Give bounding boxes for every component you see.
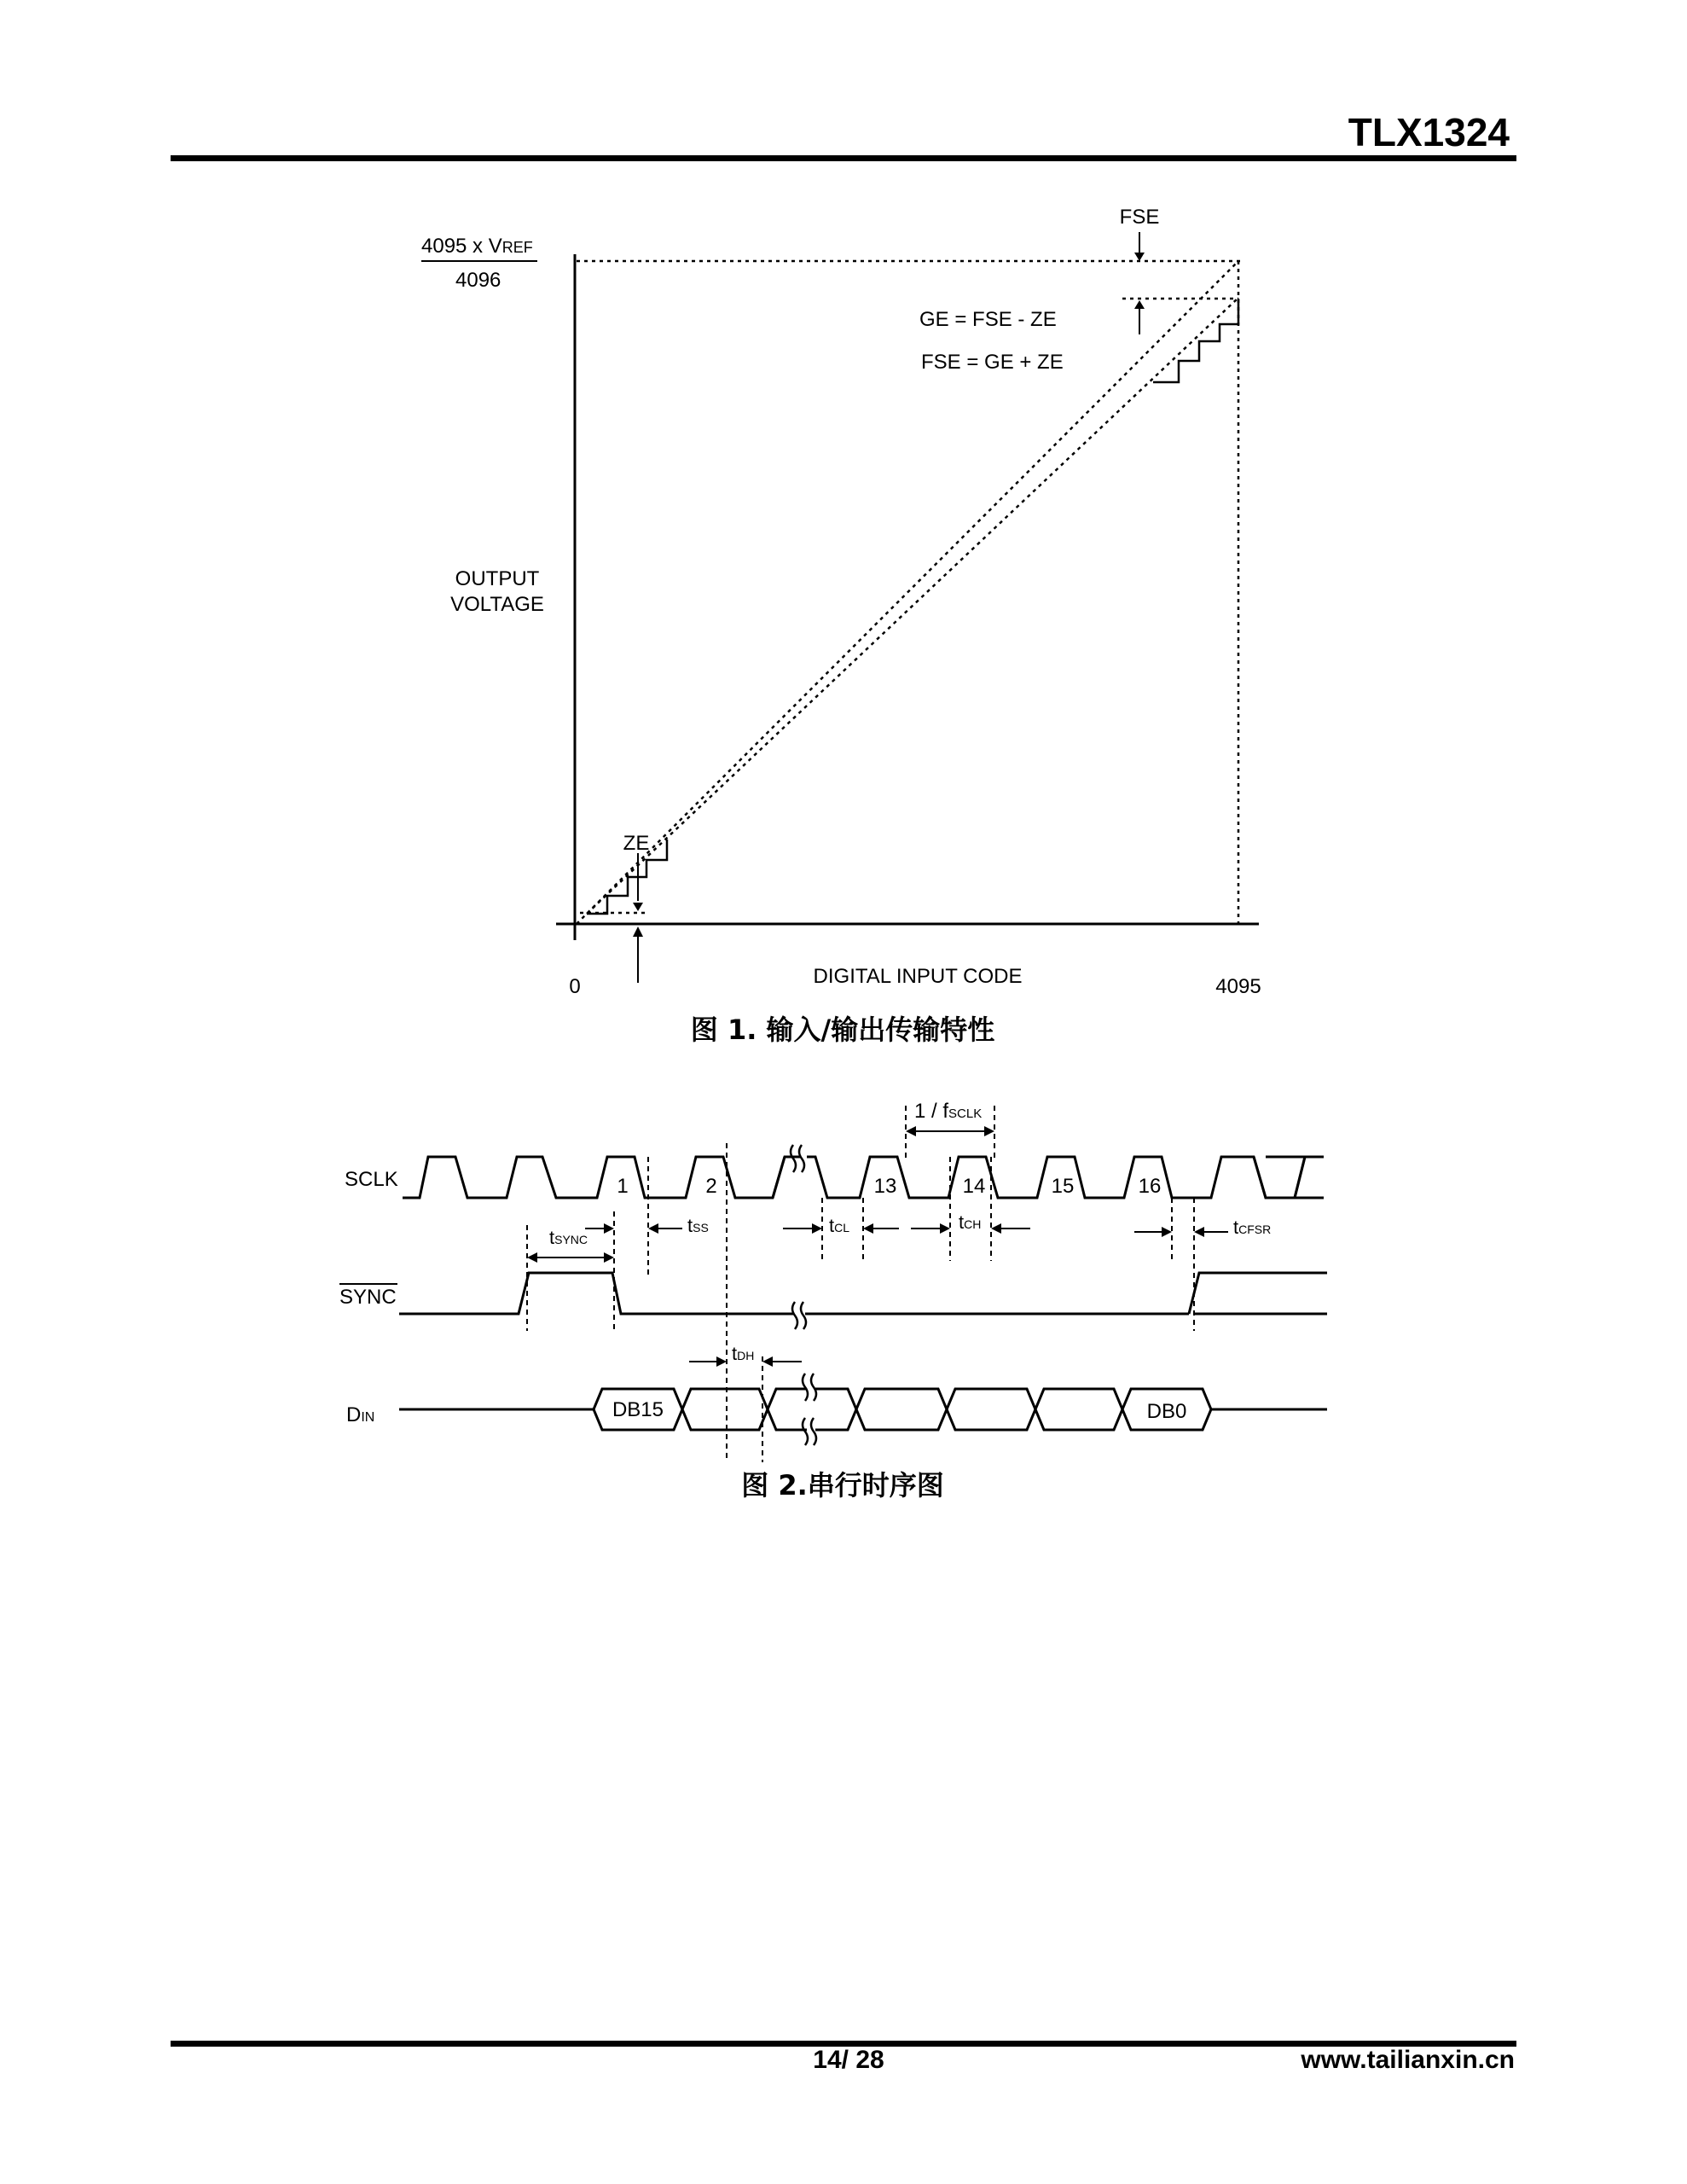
ideal-transfer-line [577,261,1238,924]
tcfsr-label: tCFSR [1233,1217,1272,1238]
clock-number-13: 13 [873,1175,897,1198]
x-max-label: 4095 [1215,975,1261,998]
transfer-characteristic-figure [0,0,1687,1075]
ze-arrowhead-up [633,926,643,937]
tch-arrowhead-right [991,1223,1001,1234]
tcl-arrowhead-left [812,1223,822,1234]
equation-fse: FSE = GE + ZE [921,351,1064,374]
document-title: TLX1324 [1348,110,1510,154]
tss-arrowhead [648,1223,658,1234]
tsync-label: tSYNC [549,1227,588,1248]
website-url: www.tailianxin.cn [1301,2046,1515,2074]
y-top-label-numerator: 4095 x VREF [421,235,533,258]
sclk-waveform [403,1157,800,1198]
sclk-break-mark [791,1145,804,1172]
tcl-label: tCL [829,1215,850,1236]
sclk-break-lower-left [773,1157,785,1198]
tcl-arrowhead-right [863,1223,873,1234]
figure1-caption: 图 1. 输入/输出传输特性 [690,1014,995,1046]
tch-label: tCH [959,1211,982,1233]
equation-ge: GE = FSE - ZE [919,308,1057,331]
tdh-arrowhead-right [762,1356,773,1367]
fse-arrowhead-up [1134,300,1145,309]
fse-label: FSE [1119,206,1160,229]
tdh-label: tDH [732,1343,755,1364]
din-label: DIN [346,1403,375,1426]
x-min-label: 0 [569,975,581,998]
sync-break-mark [792,1302,806,1329]
y-axis-label-line2: VOLTAGE [450,593,544,616]
sync-waveform [399,1273,793,1314]
tsync-arrowhead-right [604,1252,614,1263]
y-axis-label-line1: OUTPUT [455,567,540,590]
x-axis-label: DIGITAL INPUT CODE [813,965,1023,988]
din-data-cells [594,1389,1211,1430]
tcfsr-arrowhead-right [1194,1227,1204,1237]
tsync-label-arrowhead [604,1223,614,1234]
clock-number-14: 14 [962,1175,986,1198]
tdh-arrowhead-left [716,1356,727,1367]
sclk-label: SCLK [345,1168,398,1191]
period-arrowhead-left [906,1126,916,1136]
clock-number-2: 2 [705,1175,717,1198]
sync-waveform-end [1189,1273,1327,1314]
din-db0-label: DB0 [1146,1400,1187,1423]
period-arrowhead-right [984,1126,994,1136]
clock-number-16: 16 [1138,1175,1162,1198]
clock-number-15: 15 [1051,1175,1075,1198]
serial-timing-figure [0,1083,1687,1510]
sclk-waveform-tail [1254,1157,1305,1198]
tcfsr-arrowhead-left [1162,1227,1172,1237]
actual-transfer-line [587,298,1238,914]
tch-arrowhead-left [940,1223,950,1234]
fse-arrowhead-down [1134,253,1145,261]
tss-label: tSS [687,1215,709,1236]
period-label: 1 / fSCLK [914,1100,983,1123]
sync-label: SYNC [339,1286,397,1309]
ze-arrowhead-down [633,903,643,911]
clock-number-1: 1 [617,1175,629,1198]
ze-label: ZE [623,832,650,855]
figure2-caption: 图 2.串行时序图 [741,1469,944,1502]
page-number: 14/ 28 [813,2046,884,2074]
din-db15-label: DB15 [612,1398,664,1421]
tsync-arrowhead-left [527,1252,537,1263]
y-top-label-denominator: 4096 [455,269,501,292]
